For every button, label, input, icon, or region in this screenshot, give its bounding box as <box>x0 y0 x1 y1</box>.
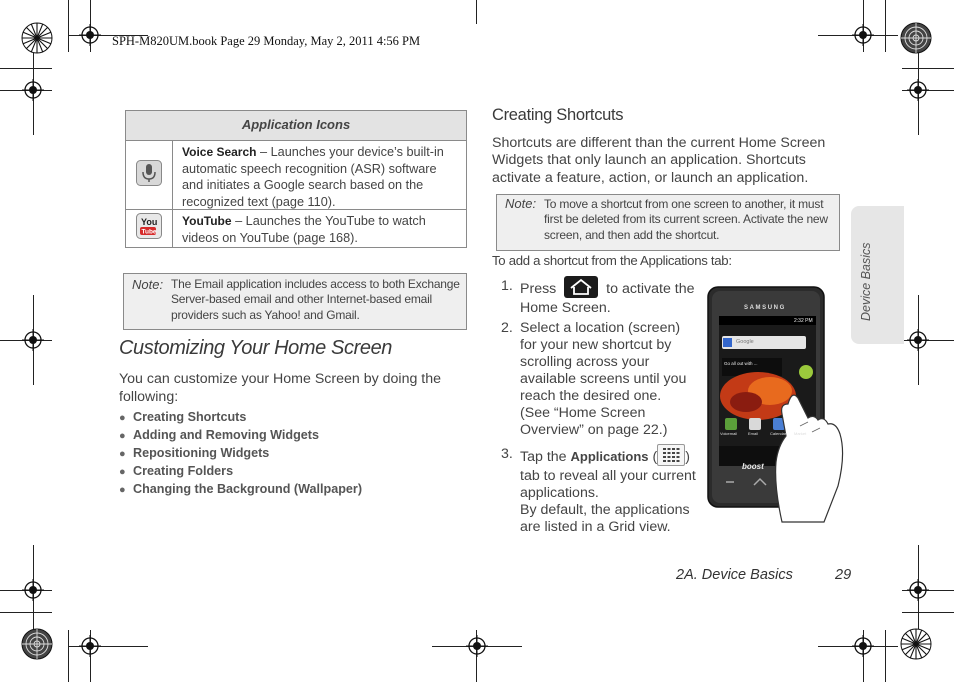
application-icons-table <box>125 110 467 248</box>
note-box <box>496 194 840 251</box>
bullet-icon: ● <box>119 484 126 496</box>
step-text: scrolling across your <box>520 354 650 370</box>
step-text: Tap the <box>520 448 567 465</box>
step-text: reach the desired one. <box>520 388 662 404</box>
registration-mark-icon <box>852 635 874 657</box>
crop-line <box>68 630 69 682</box>
star-target-icon <box>21 628 53 660</box>
icon-cell <box>126 141 173 209</box>
step-text: Select a location (screen) <box>520 320 681 336</box>
intro-paragraph: You can customize your Home Screen by doing the following: <box>119 371 442 405</box>
crop-line <box>0 68 52 69</box>
applications-grid-icon <box>657 444 685 466</box>
phone-app-label: Voicemail <box>720 431 738 436</box>
step-text: are listed in a Grid view. <box>520 519 671 535</box>
book-header: SPH-M820UM.book Page 29 Monday, May 2, 2011 4:56 PM <box>112 34 421 48</box>
phone-illustration <box>706 286 846 526</box>
step-number: 3. <box>501 446 513 462</box>
topic-list <box>119 408 362 498</box>
list-item[interactable]: ● Adding and Removing Widgets <box>119 426 362 444</box>
note-label: Note: <box>132 277 164 292</box>
step-1 <box>501 278 706 314</box>
subsection-title: Creating Shortcuts <box>492 106 624 124</box>
note-label: Note: <box>505 196 537 211</box>
registration-mark-icon <box>79 635 101 657</box>
bullet-icon: ● <box>119 448 126 460</box>
step-text: for your new shortcut by <box>520 337 672 353</box>
section-title: Customizing Your Home Screen <box>119 337 393 359</box>
phone-search-hint: Google <box>736 339 754 345</box>
registration-mark-icon <box>466 635 488 657</box>
side-tab-label: Device Basics <box>859 242 873 321</box>
step-3: 3. Tap the Applications ( ) tab to reveal all your current applications. By default, the applications are listed in a Grid view. <box>501 446 706 534</box>
svg-text:Tube: Tube <box>141 228 157 236</box>
registration-mark-icon <box>907 329 929 351</box>
crop-line <box>68 0 69 52</box>
phone-time: 2:32 PM <box>794 318 813 324</box>
step-text: By default, the applications <box>520 502 690 518</box>
crop-line <box>0 612 52 613</box>
home-key-icon <box>564 276 598 298</box>
svg-text:You: You <box>141 217 158 227</box>
phone-app-label: Market <box>794 431 807 436</box>
step-text: (See “Home Screen <box>520 405 646 421</box>
chapter-side-tab <box>851 206 904 344</box>
phone-app-label: Calendar <box>770 431 787 436</box>
table-cell <box>173 210 466 247</box>
crop-line <box>885 630 886 682</box>
table-row <box>126 210 466 247</box>
note-text: To move a shortcut from one screen to another, it must first be deleted from its current screen. Activate the new screen, and then add the shortcut. <box>544 197 828 242</box>
table-header: Application Icons <box>126 111 466 141</box>
registration-mark-icon <box>852 24 874 46</box>
registration-mark-icon <box>79 24 101 46</box>
registration-mark-icon <box>22 79 44 101</box>
step-number: 2. <box>501 320 513 336</box>
shortcuts-paragraph: Shortcuts are different than the current Home Screen Widgets that only launch an application. Shortcuts activate a feature, action, or launch an application. <box>492 135 826 186</box>
star-target-icon <box>900 22 932 54</box>
page-number: 29 <box>835 567 852 583</box>
phone-brand: SAMSUNG <box>744 305 786 311</box>
phone-banner: Go all out with ... <box>724 361 758 366</box>
table-cell <box>173 141 466 209</box>
star-target-icon <box>21 22 53 54</box>
microphone-icon <box>136 160 162 191</box>
list-item[interactable]: ● Repositioning Widgets <box>119 444 362 462</box>
step-text: to activate the <box>606 280 695 297</box>
list-item[interactable]: ● Changing the Background (Wallpaper) <box>119 480 362 498</box>
app-description: – Launches the YouTube to watch videos on YouTube (page 168). <box>182 214 426 245</box>
procedure-heading: To add a shortcut from the Applications tab: <box>492 253 732 268</box>
app-description: – Launches your device’s built-in automatic speech recognition (ASR) software and initiates a Google search based on the recognized text (page 110). <box>182 145 444 209</box>
step-text: Press <box>520 280 557 297</box>
step-text: available screens until you <box>520 371 687 387</box>
list-item[interactable]: ● Creating Shortcuts <box>119 408 362 426</box>
crop-line <box>476 0 477 24</box>
step-text: tab to reveal all your current <box>520 468 696 484</box>
bullet-icon: ● <box>119 430 126 442</box>
step-number: 1. <box>501 278 513 294</box>
registration-mark-icon <box>22 579 44 601</box>
step-text: Overview” on page 22.) <box>520 422 668 438</box>
crop-line <box>902 612 954 613</box>
app-name: YouTube <box>182 214 232 228</box>
star-target-icon <box>900 628 932 660</box>
registration-mark-icon <box>907 579 929 601</box>
bullet-icon: ● <box>119 466 126 478</box>
registration-mark-icon <box>907 79 929 101</box>
icon-cell <box>126 210 173 247</box>
crop-line <box>885 0 886 52</box>
app-name: Voice Search <box>182 145 257 159</box>
crop-line <box>902 68 954 69</box>
step-text: applications. <box>520 485 599 501</box>
step-text: Home Screen. <box>520 300 611 316</box>
note-box <box>123 273 467 330</box>
youtube-icon <box>136 213 162 244</box>
phone-app-label: Email <box>748 431 759 436</box>
registration-mark-icon <box>22 329 44 351</box>
list-item[interactable]: ● Creating Folders <box>119 462 362 480</box>
footer-section: 2A. Device Basics <box>676 567 793 583</box>
phone-carrier: boost <box>742 462 764 471</box>
bullet-icon: ● <box>119 412 126 424</box>
note-text: The Email application includes access to both Exchange Server-based email and other Internet-based email providers such as Yahoo! and Gmail. <box>171 277 460 322</box>
step-2 <box>501 320 706 442</box>
applications-label: Applications <box>570 448 649 464</box>
table-row <box>126 141 466 210</box>
